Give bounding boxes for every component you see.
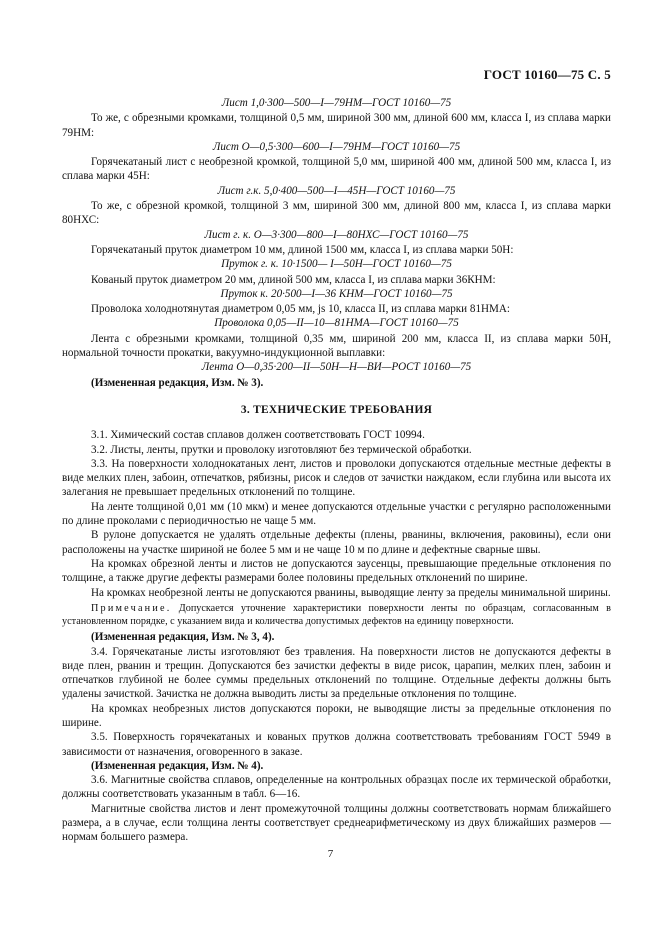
revision-note: (Измененная редакция, Изм. № 4). (91, 759, 264, 772)
designation-example: Лист О—0,5·300—600—I—79НМ—ГОСТ 10160—75 (212, 140, 461, 153)
designation-example: Лента О—0,35·200—II—50Н—Н—ВИ—РОСТ 10160—75 (201, 361, 472, 374)
paragraph: Горячекатаный пруток диаметром 10 мм, длиной 1500 мм, класса I, из сплава марки 50Н: (91, 243, 514, 256)
designation-example: Проволока 0,05—II—10—81НМА—ГОСТ 10160—75 (214, 317, 459, 330)
designation-example: Пруток г. к. 10·1500— I—50Н—ГОСТ 10160—75 (221, 258, 452, 271)
designation-example: Лист г. к. О—3·300—800—I—80НХС—ГОСТ 10160—75 (204, 228, 469, 241)
page-content (62, 96, 611, 845)
page-header: ГОСТ 10160—75 С. 5 (483, 67, 611, 82)
paragraph: На кромках необрезных листов допускаются пороки, не выводящие листы за предельные отклонения по ширине. (62, 702, 611, 729)
paragraph: На ленте толщиной 0,01 мм (10 мкм) и менее допускаются отдельные участки с регулярно расположенными по длине проколами с периодичностью не чаще 5 мм. (62, 500, 611, 528)
paragraph: Магнитные свойства листов и лент промежуточной толщины должны соответствовать нормам ближайшего размера, а в случае, если толщина ленты соответствует среднеарифметическому из двух ближайших размеров — нормам большего размера. (62, 802, 611, 844)
paragraph: То же, с обрезными кромками, толщиной 0,5 мм, шириной 300 мм, длиной 600 мм, класса I, из сплава марки 79НМ: (62, 112, 611, 139)
designation-example: Лист 1,0·300—500—I—79НМ—ГОСТ 10160—75 (221, 97, 452, 109)
designation-example: Лист г.к. 5,0·400—500—I—45Н—ГОСТ 10160—75 (217, 184, 456, 197)
paragraph: Горячекатаный лист с необрезной кромкой, толщиной 5,0 мм, шириной 400 мм, длиной 500 мм, класса I, из сплава марки 45Н: (62, 156, 611, 183)
paragraph: Лента с обрезными кромками, толщиной 0,35 мм, шириной 200 мм, класса II, из сплава марки 50Н, нормальной точности прокатки, вакуумно-индукционной выплавки: (62, 332, 611, 360)
paragraph: Кованый пруток диаметром 20 мм, длиной 500 мм, класса I, из сплава марки 36КНМ: (91, 273, 496, 286)
revision-note: (Измененная редакция, Изм. № 3). (91, 376, 264, 389)
note-label: Примечание. (91, 602, 172, 614)
section-title: 3. ТЕХНИЧЕСКИЕ ТРЕБОВАНИЯ (240, 403, 433, 416)
paragraph: То же, с обрезной кромкой, толщиной 3 мм, шириной 300 мм, длиной 800 мм, класса I, из сплава марки 80НХС: (62, 200, 611, 227)
page-number: 7 (327, 848, 334, 860)
note (62, 602, 611, 628)
note-text: Допускается уточнение характеристики поверхности ленты по образцам, согласованным в установленном порядке, с указанием вида и количества допустимых дефектов на единицу поверхности. (62, 602, 611, 627)
paragraph: В рулоне допускается не удалять отдельные дефекты (плены, рванины, включения, раковины), если они расположены на участке шириной не более 5 мм и не чаще 10 м по длине и дефектные сварные швы. (62, 529, 611, 556)
clause-3-4: 3.4. Горячекатаные листы изготовляют без травления. На поверхности листов не допускаются дефекты в виде плен, рванин и трещин. Допускаются без зачистки дефекты в виде рисок, царапин, мелких плен, забоин и отпечатков глубиной не более суммы предельных отклонений по толщине. Отдельные дефекты должны быть удалены зачисткой. Зачистка не должна выводить листы за предельные отклонения по толщине. (62, 645, 611, 701)
paragraph: Проволока холоднотянутая диаметром 0,05 мм, js 10, класса II, из сплава марки 81НМА: (91, 303, 510, 316)
paragraph: На кромках необрезной ленты не допускаются рванины, выводящие ленту за пределы минимальной ширины. (91, 586, 611, 599)
clause-3-3: 3.3. На поверхности холоднокатаных лент, листов и проволоки допускаются отдельные местные дефекты в виде мелких плен, забоин, отпечатков, рябизны, рисок и следов от зачистки наждаком, если глубина или высота их залегания не превышает предельных отклонений по толщине. (62, 457, 611, 499)
designation-example: Пруток к. 20·500—I—36 КНМ—ГОСТ 10160—75 (220, 287, 453, 300)
clause-3-6: 3.6. Магнитные свойства сплавов, определенные на контрольных образцах после их термической обработки, должны соответствовать указанным в табл. 6—16. (62, 774, 611, 801)
clause-3-2: 3.2. Листы, ленты, прутки и проволоку изготовляют без термической обработки. (91, 443, 472, 456)
clause-3-5: 3.5. Поверхность горячекатаных и кованых прутков должна соответствовать требованиям ГОСТ 5949 в зависимости от назначения, оговоренного в заказе. (62, 731, 611, 758)
clause-3-1: 3.1. Химический состав сплавов должен соответствовать ГОСТ 10994. (91, 429, 425, 442)
revision-note: (Измененная редакция, Изм. № 3, 4). (91, 631, 275, 644)
paragraph: На кромках обрезной ленты и листов не допускаются заусенцы, превышающие предельные отклонения по толщине, а также другие дефекты размерами более половины предельных отклонений по ширине. (62, 557, 611, 585)
